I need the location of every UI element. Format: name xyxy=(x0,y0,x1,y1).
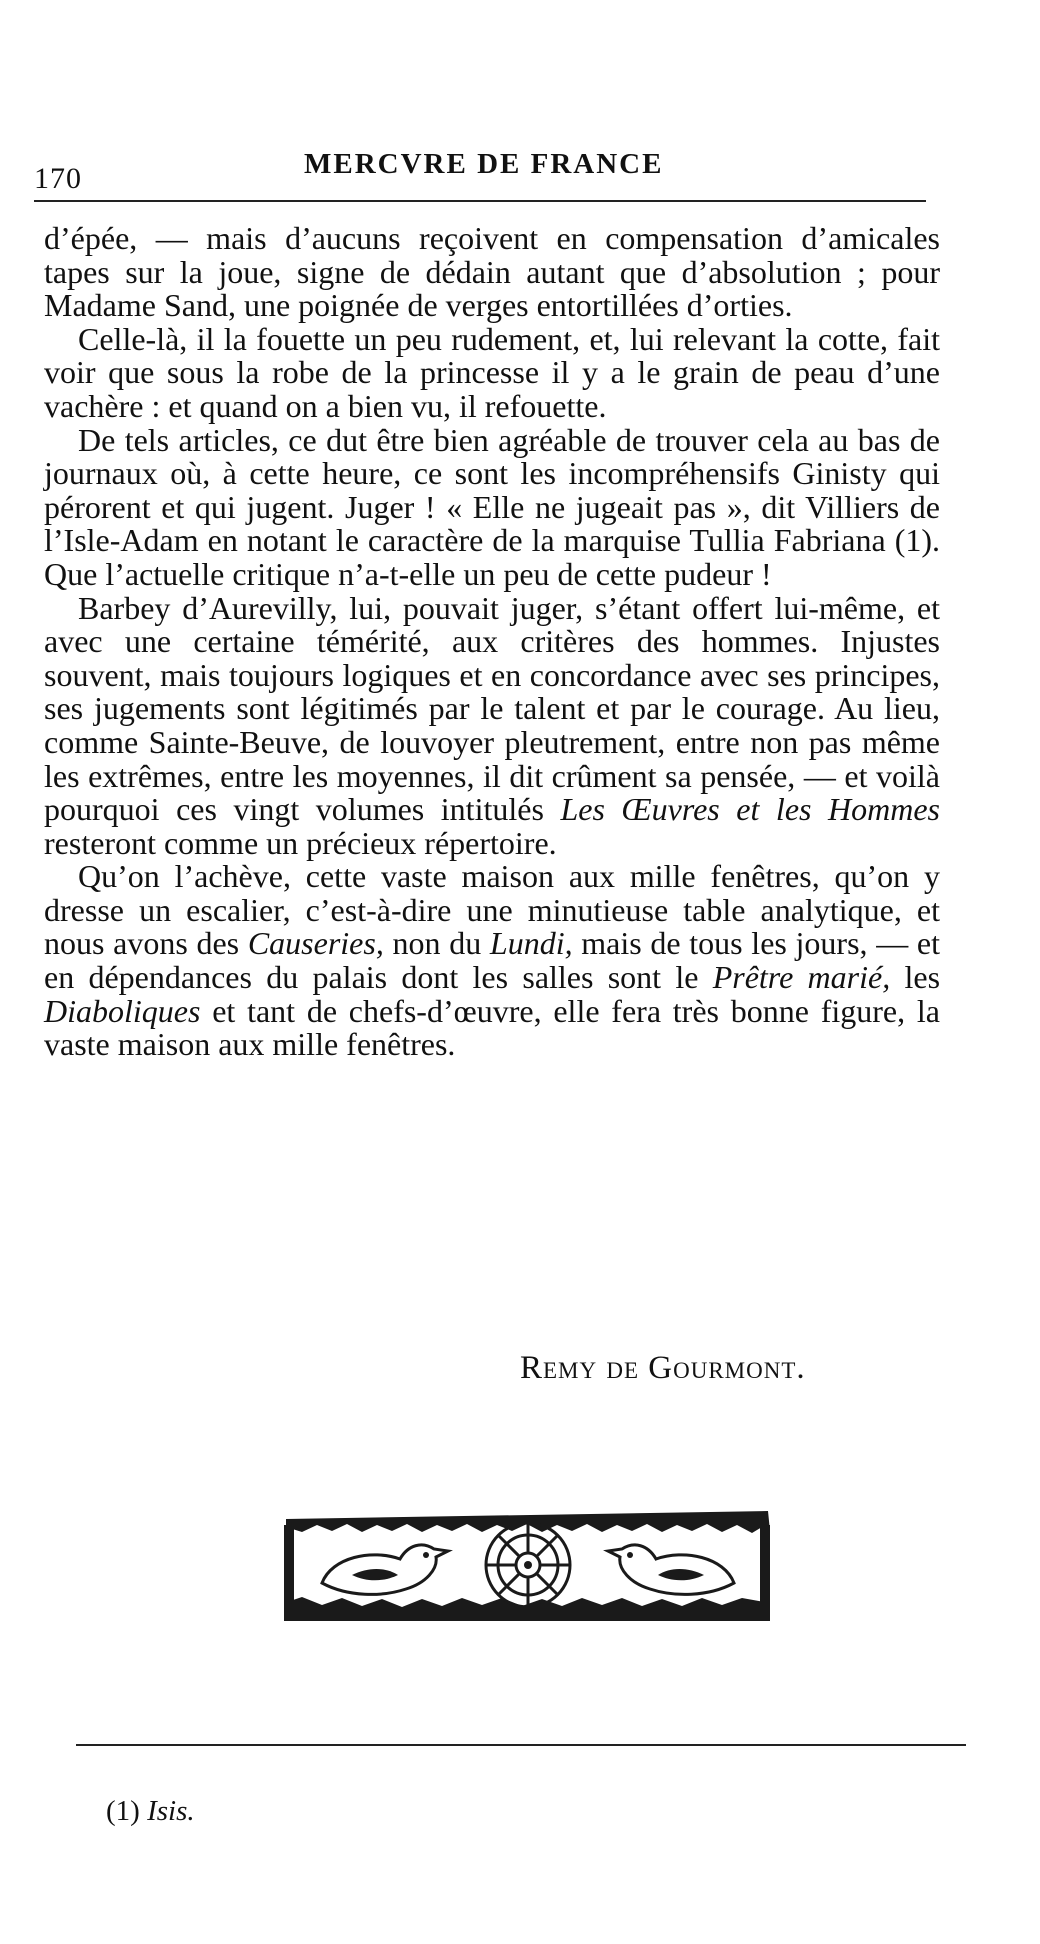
paragraph xyxy=(44,222,940,323)
text-run: Barbey d’Aurevilly, lui, pouvait juger, s’étant offert lui-même, et avec une certaine témérité, aux critères des hommes. Injustes souvent, mais toujours logiques et en concordance avec ses principes, ses jugements sont légitimés par le talent et par le courage. Au lieu, comme Sainte-Beuve, de louvoyer pleutrement, entre non pas même les extrêmes, entre les moyennes, il dit crûment sa pensée, — et voilà pourquoi ces vingt volumes intitulés xyxy=(44,589,940,828)
paragraph xyxy=(44,421,940,592)
italic-title: Diaboliques xyxy=(44,992,201,1029)
footnote-text: Isis. xyxy=(147,1795,195,1827)
footnote-divider xyxy=(76,1744,966,1746)
text-run: mais de tous les jours, — et en dépendances du palais dont les salles sont le xyxy=(44,925,941,996)
italic-title: Causeries, xyxy=(247,925,384,962)
text-run: et tant de chefs-d’œuvre, elle fera très bonne figure, la vaste maison aux mille fenêtres. xyxy=(44,992,940,1063)
page-number: 170 xyxy=(34,162,82,195)
text-run: non du xyxy=(383,925,490,962)
text-run: d’épée, — mais d’aucuns reçoivent en compensation d’amicales tapes sur la joue, signe de dédain autant que d’absolution ; pour Madame Sand, une poignée de verges entortillées d’orties. xyxy=(44,220,940,324)
page-header xyxy=(34,140,926,202)
text-run: resteront comme un précieux répertoire. xyxy=(44,824,557,861)
paragraph xyxy=(44,860,940,1062)
paragraph xyxy=(44,320,940,424)
running-title: MERCVRE DE FRANCE xyxy=(304,148,664,180)
author-signature: Remy de Gourmont. xyxy=(520,1350,806,1386)
paragraph xyxy=(44,589,941,861)
text-run: De tels articles, ce dut être bien agréable de trouver cela au bas de journaux où, à cette heure, ce sont les incompréhensifs Ginisty qui pérorent et qui jugent. Juger ! « Elle ne jugeait pas », dit Villiers de l’Isle-Adam en notant le caractère de la marquise Tullia Fabriana (1). Que l’actuelle critique n’a-t-elle un peu de cette pudeur ! xyxy=(44,421,940,592)
text-run: les xyxy=(890,959,941,996)
italic-title: Les Œuvres et les Hommes xyxy=(560,791,941,828)
article-body xyxy=(44,222,940,1062)
birds-and-rosette-vignette-icon xyxy=(282,1505,772,1623)
text-run: Qu’on l’achève, cette vaste maison aux mille fenêtres, qu’on y dresse un escalier, c’est-à-dire une minutieuse table analytique, et nous avons des xyxy=(44,858,940,962)
text-run: Celle-là, il la fouette un peu rudement, et, lui relevant la cotte, fait voir que sous la robe de la princesse il y a le grain de peau d’une vachère : et quand on a bien vu, il refouette. xyxy=(44,320,940,424)
italic-title: Lundi, xyxy=(489,925,573,962)
italic-title: Prêtre marié, xyxy=(712,959,891,996)
footnote xyxy=(106,1795,195,1828)
footnote-marker: (1) xyxy=(106,1795,140,1827)
